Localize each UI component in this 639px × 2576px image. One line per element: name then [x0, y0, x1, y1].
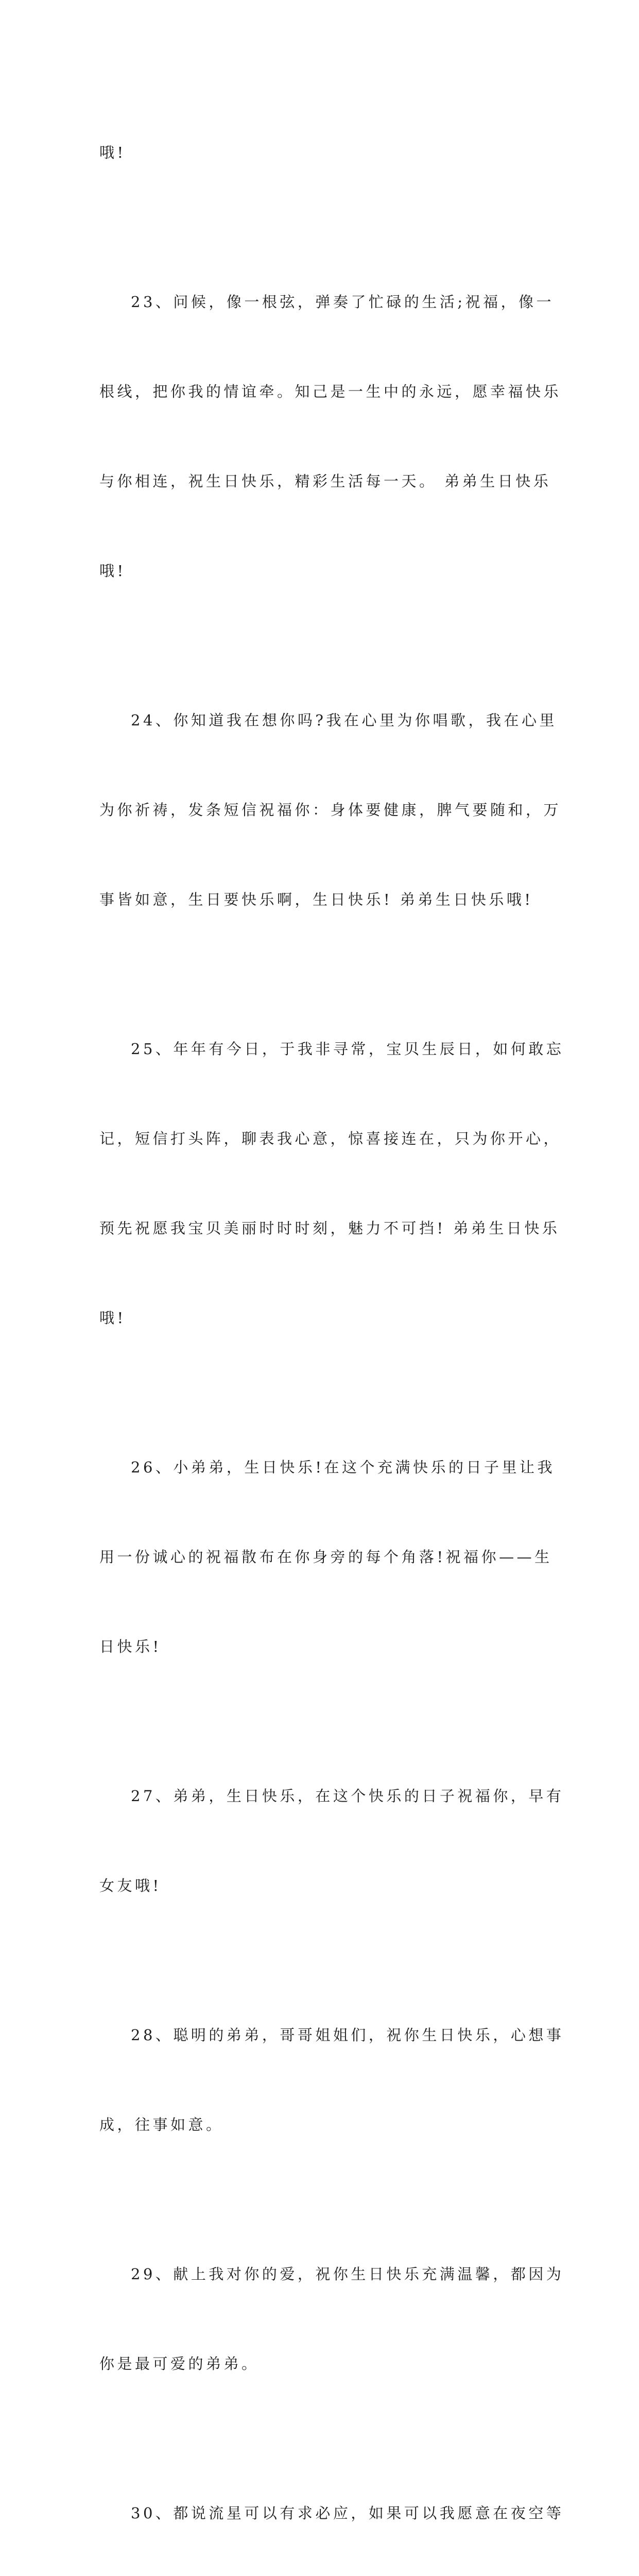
text-line: 23、问候，像一根弦，弹奏了忙碌的生活;祝福，像一 — [131, 293, 555, 311]
text-line: 26、小弟弟，生日快乐!在这个充满快乐的日子里让我 — [131, 1459, 556, 1476]
text-line: 30、都说流星可以有求必应，如果可以我愿意在夜空等 — [131, 2504, 564, 2522]
text-line: 27、弟弟，生日快乐，在这个快乐的日子祝福你，早有 — [131, 1787, 564, 1805]
text-line: 与你相连，祝生日快乐，精彩生活每一天。 弟弟生日快乐 — [99, 472, 551, 490]
text-line: 哦! — [99, 144, 126, 161]
paragraph-27 — [99, 1721, 564, 1960]
text-line: 日快乐! — [99, 1638, 162, 1655]
paragraph-25 — [99, 974, 564, 1393]
text-line: 28、聪明的弟弟，哥哥姐姐们，祝你生日快乐，心想事 — [131, 2026, 564, 2044]
paragraph-continuation — [99, 78, 547, 227]
text-line: 女友哦! — [99, 1877, 162, 1894]
text-line: 25、年年有今日，于我非寻常，宝贝生辰日，如何敢忘 — [131, 1040, 564, 1058]
paragraph-30 — [99, 2438, 564, 2576]
text-line: 事皆如意，生日要快乐啊，生日快乐! 弟弟生日快乐哦! — [99, 891, 533, 908]
text-line: 记，短信打头阵，聊表我心意，惊喜接连在，只为你开心， — [99, 1130, 562, 1147]
text-line: 哦! — [99, 562, 126, 580]
text-line: 24、你知道我在想你吗?我在心里为你唱歌，我在心里 — [131, 711, 557, 729]
paragraph-28 — [99, 1960, 564, 2199]
paragraph-26 — [99, 1393, 556, 1721]
text-line: 预先祝愿我宝贝美丽时时时刻，魅力不可挡! 弟弟生日快乐 — [99, 1219, 560, 1237]
text-line: 根线，把你我的情谊牵。知己是一生中的永远，愿幸福快乐 — [99, 383, 562, 400]
paragraph-23 — [99, 227, 562, 646]
text-line: 成，往事如意。 — [99, 2116, 224, 2133]
text-line: 你是最可爱的弟弟。 — [99, 2355, 260, 2372]
text-line: 为你祈祷，发条短信祝福你：身体要健康，脾气要随和，万 — [99, 801, 562, 819]
document-body — [99, 78, 564, 2576]
text-line: 29、献上我对你的爱，祝你生日快乐充满温馨，都因为 — [131, 2265, 564, 2283]
text-line: 用一份诚心的祝福散布在你身旁的每个角落!祝福你——生 — [99, 1548, 552, 1566]
paragraph-29 — [99, 2199, 564, 2438]
text-line: 哦! — [99, 1309, 126, 1327]
paragraph-24 — [99, 646, 562, 974]
